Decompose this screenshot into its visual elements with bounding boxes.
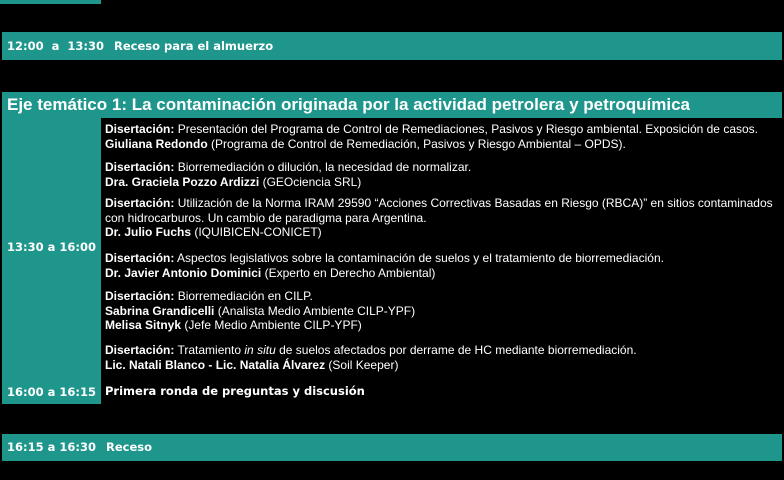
talk-affiliation: (GEOciencia SRL) bbox=[259, 174, 362, 189]
talk-text: de suelos afectados por derrame de HC mediante biorremediación. bbox=[275, 343, 637, 357]
time-column bbox=[2, 118, 101, 404]
talk-affiliation: (Programa de Control de Remediación, Pasivos y Riesgo Ambiental – OPDS). bbox=[207, 136, 626, 151]
break-row bbox=[2, 434, 782, 461]
talk-speaker: Sabrina Grandicelli bbox=[105, 303, 215, 318]
talk-affiliation: (Soil Keeper) bbox=[325, 357, 399, 372]
talk-affiliation: (Experto en Derecho Ambiental) bbox=[261, 265, 436, 280]
talk-item bbox=[105, 160, 777, 189]
time-questions: 16:00 a 16:15 bbox=[7, 385, 96, 399]
break-time: 16:15 a 16:30 bbox=[7, 440, 96, 454]
talk-text: Presentación del Programa de Control de Remediaciones, Pasivos y Riesgo ambiental. Exposición de casos. bbox=[174, 122, 758, 136]
talk-text: Biorremediación o dilución, la necesidad de normalizar. bbox=[174, 160, 472, 174]
talk-label: Disertación: bbox=[105, 289, 175, 303]
talk-item bbox=[105, 196, 777, 240]
talk-speaker: Lic. Natali Blanco - Lic. Natalia Álvarez bbox=[105, 357, 326, 372]
talk-affiliation: (Jefe Medio Ambiente CILP-YPF) bbox=[181, 318, 362, 333]
talk-speaker: Giuliana Redondo bbox=[105, 136, 208, 151]
talk-label: Disertación: bbox=[105, 160, 175, 174]
talk-text: Aspectos legislativos sobre la contaminación de suelos y el tratamiento de biorremediación. bbox=[174, 251, 664, 265]
questions-label: Primera ronda de preguntas y discusión bbox=[105, 384, 365, 398]
previous-row-stub bbox=[0, 0, 101, 4]
talk-text: Utilización de la Norma IRAM 29590 “Acciones Correctivas Basadas en Riesgo (RBCA)” en sitios contaminados con hidrocarburos. Un cambio de paradigma para Argentina. bbox=[105, 196, 773, 225]
talk-item bbox=[105, 343, 777, 372]
talk-item bbox=[105, 251, 777, 280]
talk-label: Disertación: bbox=[105, 122, 175, 136]
talk-speaker: Melisa Sitnyk bbox=[105, 318, 182, 333]
talk-affiliation: (Analista Medio Ambiente CILP-YPF) bbox=[214, 303, 416, 318]
talk-text: Tratamiento bbox=[174, 343, 245, 357]
talk-speaker: Dr. Julio Fuchs bbox=[105, 225, 192, 240]
lunch-break-label: Receso para el almuerzo bbox=[114, 39, 274, 53]
lunch-break-time: 12:00 a 13:30 bbox=[7, 39, 104, 53]
talk-label: Disertación: bbox=[105, 196, 175, 210]
talk-text: Biorremediación en CILP. bbox=[174, 289, 313, 303]
talk-item bbox=[105, 289, 777, 333]
talk-label: Disertación: bbox=[105, 343, 175, 357]
lunch-break-row bbox=[2, 32, 782, 60]
talk-label: Disertación: bbox=[105, 251, 175, 265]
time-main: 13:30 a 16:00 bbox=[7, 240, 96, 254]
talk-speaker: Dra. Graciela Pozzo Ardizzi bbox=[105, 174, 260, 189]
talk-item bbox=[105, 122, 777, 151]
section-title: Eje temático 1: La contaminación originada por la actividad petrolera y petroquímica bbox=[2, 92, 782, 118]
talk-text-italic: in situ bbox=[244, 343, 276, 357]
break-label: Receso bbox=[106, 440, 153, 454]
talk-affiliation: (IQUIBICEN-CONICET) bbox=[191, 225, 322, 240]
talk-speaker: Dr. Javier Antonio Dominici bbox=[105, 265, 262, 280]
